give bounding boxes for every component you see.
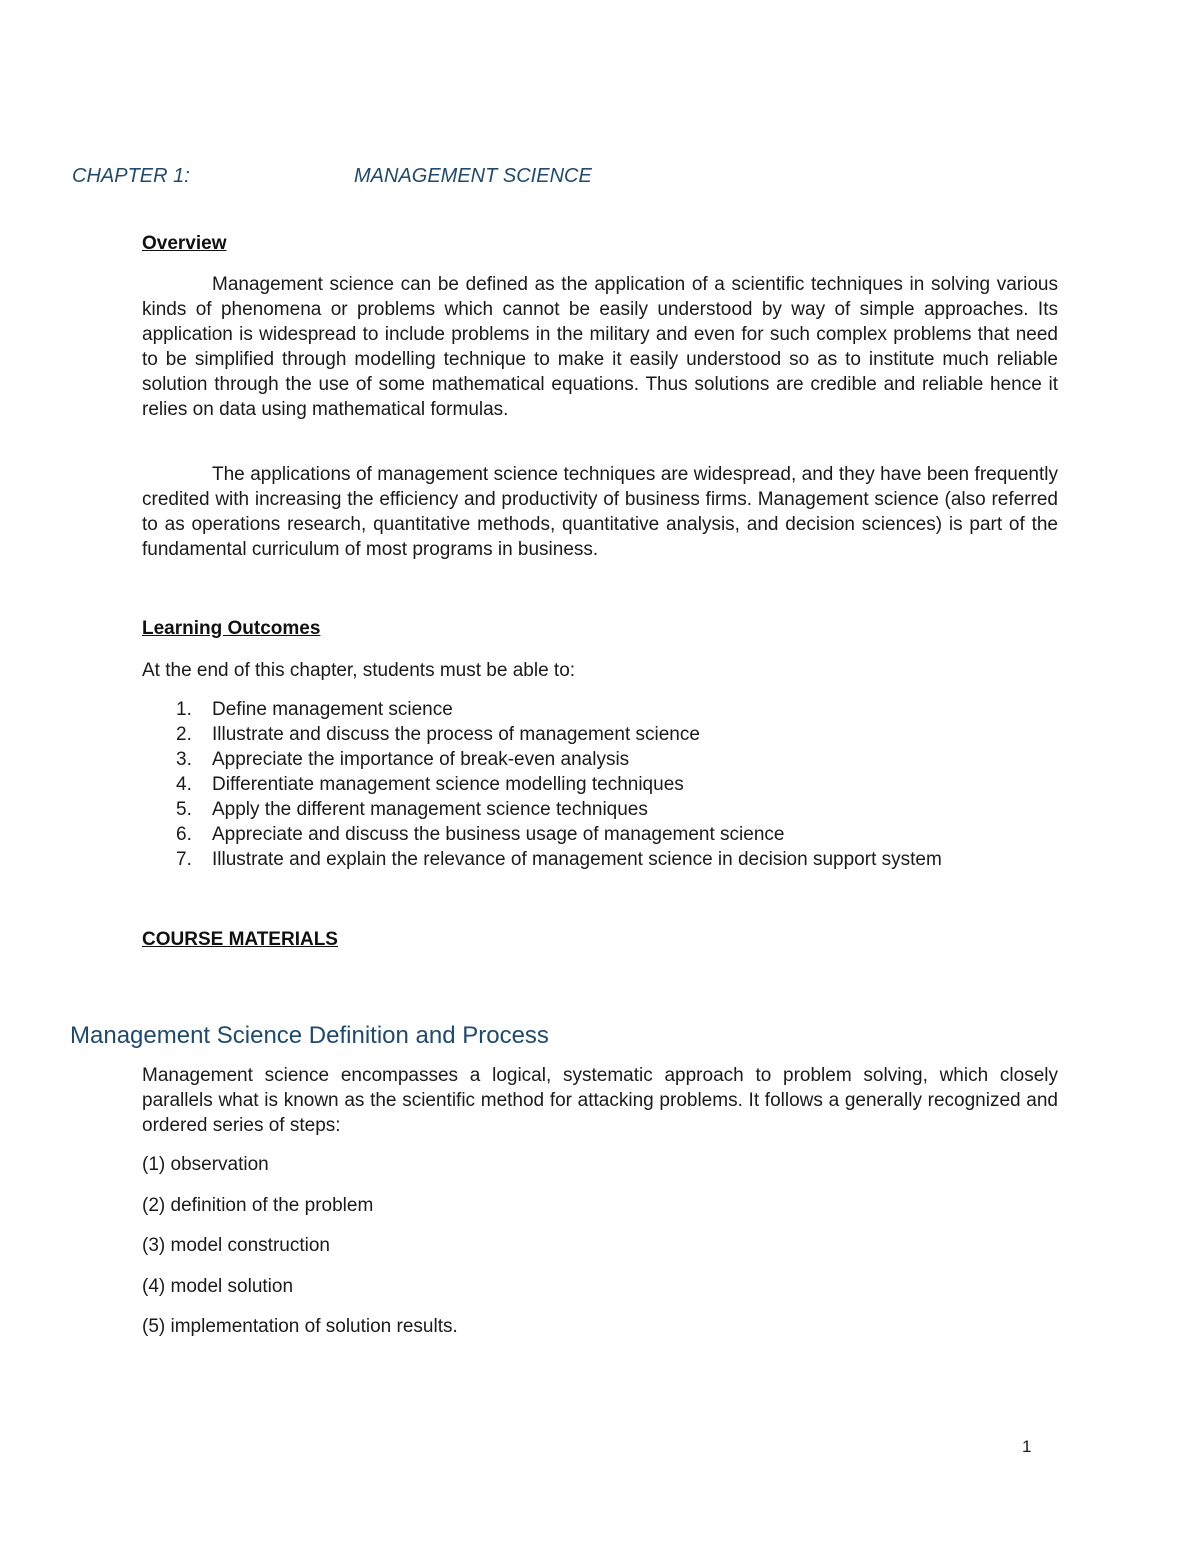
list-item-text: Apply the different management science techniques bbox=[212, 799, 648, 820]
list-item bbox=[142, 822, 1082, 847]
definition-section-heading: Management Science Definition and Process bbox=[70, 1022, 549, 1049]
overview-heading: Overview bbox=[142, 233, 227, 254]
list-item bbox=[142, 747, 1082, 772]
list-item-number: 4. bbox=[176, 774, 192, 795]
page-number: 1 bbox=[1022, 1437, 1032, 1456]
chapter-title: MANAGEMENT SCIENCE bbox=[354, 165, 592, 187]
list-item-number: 5. bbox=[176, 799, 192, 820]
list-item bbox=[142, 797, 1082, 822]
list-item bbox=[142, 722, 1082, 747]
list-item: (2) definition of the problem bbox=[142, 1194, 374, 1216]
course-materials-heading: COURSE MATERIALS bbox=[142, 929, 338, 950]
list-item-number: 1. bbox=[176, 699, 192, 720]
list-item-number: 7. bbox=[176, 849, 192, 870]
learning-outcomes-heading: Learning Outcomes bbox=[142, 618, 321, 639]
list-item: (3) model construction bbox=[142, 1235, 330, 1256]
overview-paragraph-2: The applications of management science techniques are widespread, and they have been frequently credited with increasing the efficiency and productivity of business firms. Management science (also referred to as operations research, quantitative methods, quantitative analysis, and decision sciences) is part of the fundamental curriculum of most programs in business. bbox=[142, 464, 1058, 560]
chapter-number: CHAPTER 1: bbox=[72, 165, 190, 187]
list-item bbox=[142, 697, 1082, 722]
list-item bbox=[142, 847, 1082, 872]
list-item bbox=[142, 772, 1082, 797]
overview-paragraph-1: Management science can be defined as the application of a scientific techniques in solving various kinds of phenomena or problems which cannot be easily understood by way of simple approaches. Its application is widespread to include problems in the military and even for such complex problems that need to be simplified through modelling technique to make it easily understood so as to institute much reliable solution through the use of some mathematical equations. Thus solutions are credible and reliable hence it relies on data using mathematical formulas. bbox=[142, 274, 1058, 420]
chapter-heading bbox=[72, 165, 772, 193]
process-steps-list bbox=[142, 1152, 458, 1355]
list-item-number: 6. bbox=[176, 824, 192, 845]
list-item-text: Define management science bbox=[212, 699, 453, 720]
list-item-text: Illustrate and discuss the process of management science bbox=[212, 724, 700, 745]
list-item-text: Appreciate the importance of break-even analysis bbox=[212, 749, 630, 770]
list-item: (4) model solution bbox=[142, 1275, 294, 1297]
list-item-text: Appreciate and discuss the business usage of management science bbox=[212, 824, 785, 845]
list-item-text: Illustrate and explain the relevance of management science in decision support system bbox=[212, 849, 942, 870]
list-item: (5) implementation of solution results. bbox=[142, 1316, 458, 1337]
list-item-text: Differentiate management science modelling techniques bbox=[212, 774, 684, 795]
learning-outcomes-list bbox=[142, 697, 1082, 872]
learning-outcomes-intro: At the end of this chapter, students must be able to: bbox=[142, 660, 576, 681]
list-item-number: 2. bbox=[176, 724, 192, 745]
list-item: (1) observation bbox=[142, 1154, 269, 1175]
definition-section-intro: Management science encompasses a logical, systematic approach to problem solving, which closely parallels what is known as the scientific method for attacking problems. It follows a generally recognized and ordered series of steps: bbox=[142, 1065, 1058, 1136]
list-item-number: 3. bbox=[176, 749, 192, 770]
